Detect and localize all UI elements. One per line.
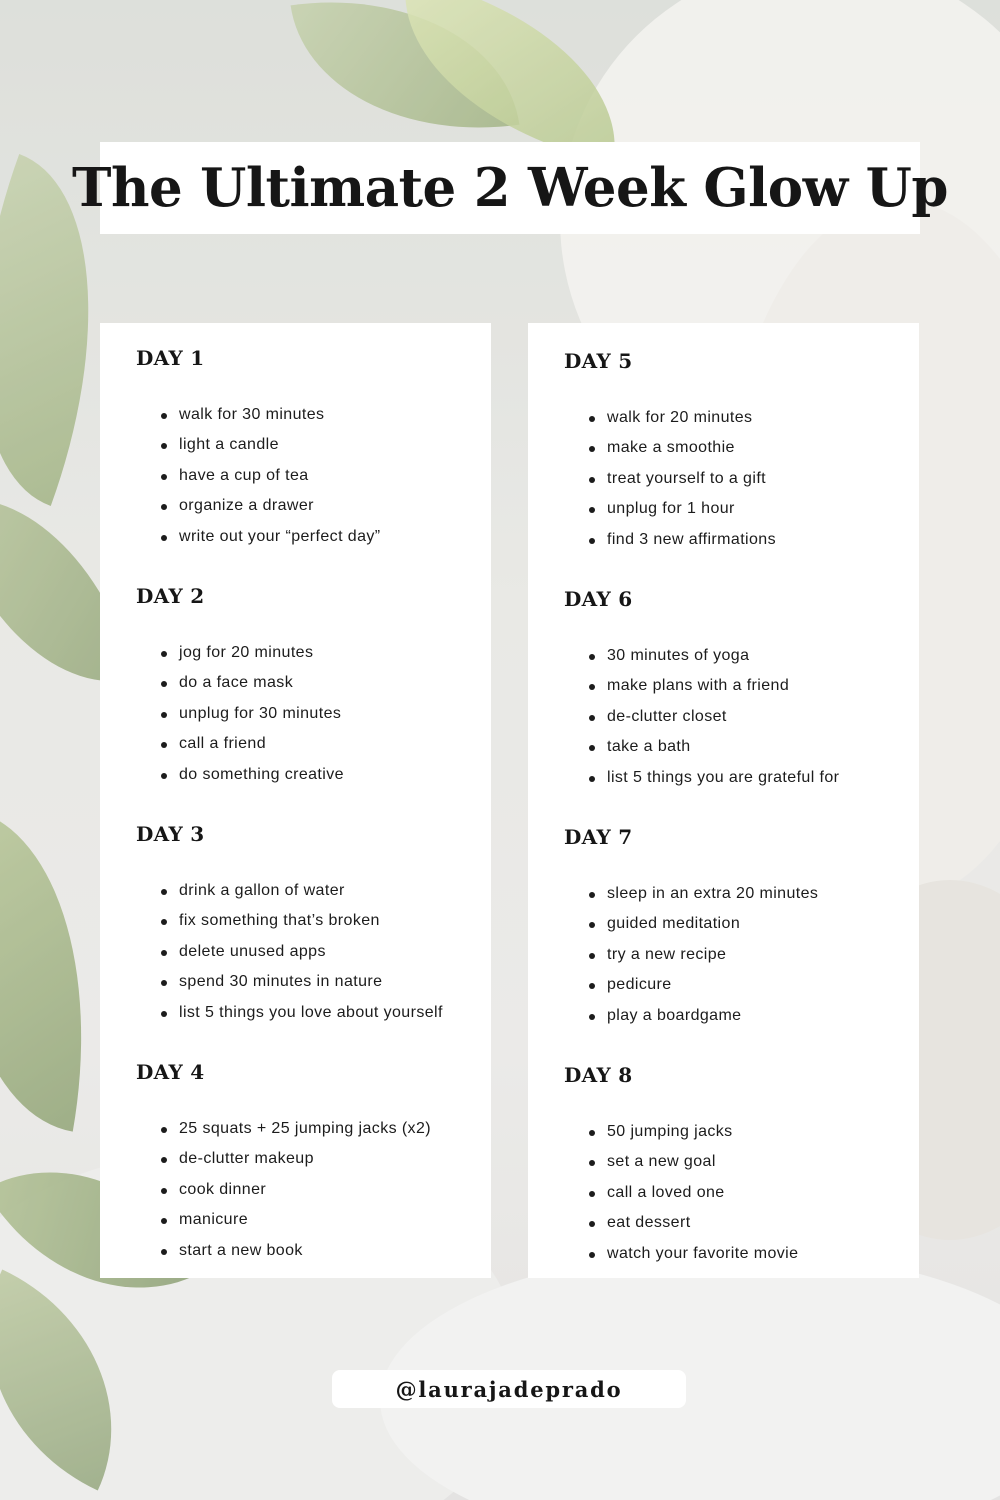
author-handle-badge — [332, 1370, 686, 1408]
task-item: call a friend — [136, 729, 491, 759]
task-item: manicure — [136, 1205, 491, 1235]
task-item: light a candle — [136, 430, 491, 460]
task-item: play a boardgame — [564, 1001, 919, 1031]
day-block — [136, 1059, 491, 1297]
day-block — [564, 1062, 919, 1300]
task-item: de-clutter closet — [564, 702, 919, 732]
task-item: de-clutter makeup — [136, 1144, 491, 1174]
task-item: do something creative — [136, 760, 491, 790]
task-item: fix something that’s broken — [136, 906, 491, 936]
task-item: delete unused apps — [136, 937, 491, 967]
day-block — [136, 583, 491, 821]
task-item: spend 30 minutes in nature — [136, 967, 491, 997]
task-item: 30 minutes of yoga — [564, 641, 919, 671]
task-item: sleep in an extra 20 minutes — [564, 879, 919, 909]
task-item: make plans with a friend — [564, 671, 919, 701]
task-list — [136, 876, 491, 1028]
left-column-card — [100, 323, 491, 1278]
task-list — [564, 641, 919, 793]
task-item: try a new recipe — [564, 940, 919, 970]
task-item: organize a drawer — [136, 491, 491, 521]
task-item: watch your favorite movie — [564, 1239, 919, 1269]
day-title: DAY 7 — [564, 825, 633, 849]
task-list — [136, 638, 491, 790]
task-list — [564, 403, 919, 555]
day-title: DAY 6 — [564, 587, 633, 611]
task-item: cook dinner — [136, 1175, 491, 1205]
task-item: walk for 30 minutes — [136, 400, 491, 430]
day-title: DAY 1 — [136, 346, 205, 370]
day-title: DAY 5 — [564, 349, 633, 373]
task-item: jog for 20 minutes — [136, 638, 491, 668]
day-block — [564, 586, 919, 824]
task-item: set a new goal — [564, 1147, 919, 1177]
day-block — [564, 348, 919, 586]
right-column-card — [528, 323, 919, 1278]
day-title: DAY 4 — [136, 1060, 205, 1084]
task-item: 50 jumping jacks — [564, 1117, 919, 1147]
task-item: do a face mask — [136, 668, 491, 698]
task-item: unplug for 1 hour — [564, 494, 919, 524]
task-item: eat dessert — [564, 1208, 919, 1238]
task-list — [136, 1114, 491, 1266]
day-block — [564, 824, 919, 1062]
task-item: guided meditation — [564, 909, 919, 939]
day-title: DAY 3 — [136, 822, 205, 846]
task-item: drink a gallon of water — [136, 876, 491, 906]
page-title: The Ultimate 2 Week Glow Up — [72, 157, 948, 219]
task-item: 25 squats + 25 jumping jacks (x2) — [136, 1114, 491, 1144]
task-list — [564, 1117, 919, 1269]
task-item: pedicure — [564, 970, 919, 1000]
task-item: treat yourself to a gift — [564, 464, 919, 494]
task-item: list 5 things you are grateful for — [564, 763, 919, 793]
task-item: call a loved one — [564, 1178, 919, 1208]
task-item: find 3 new affirmations — [564, 525, 919, 555]
task-list — [564, 879, 919, 1031]
day-block — [136, 821, 491, 1059]
title-banner — [72, 142, 948, 234]
task-item: make a smoothie — [564, 433, 919, 463]
task-item: write out your “perfect day” — [136, 522, 491, 552]
day-block — [136, 345, 491, 583]
task-item: take a bath — [564, 732, 919, 762]
task-item: unplug for 30 minutes — [136, 699, 491, 729]
day-title: DAY 2 — [136, 584, 205, 608]
task-item: walk for 20 minutes — [564, 403, 919, 433]
task-item: have a cup of tea — [136, 461, 491, 491]
task-list — [136, 400, 491, 552]
author-handle: @laurajadeprado — [395, 1376, 623, 1402]
task-item: start a new book — [136, 1236, 491, 1266]
task-item: list 5 things you love about yourself — [136, 998, 491, 1028]
day-title: DAY 8 — [564, 1063, 633, 1087]
